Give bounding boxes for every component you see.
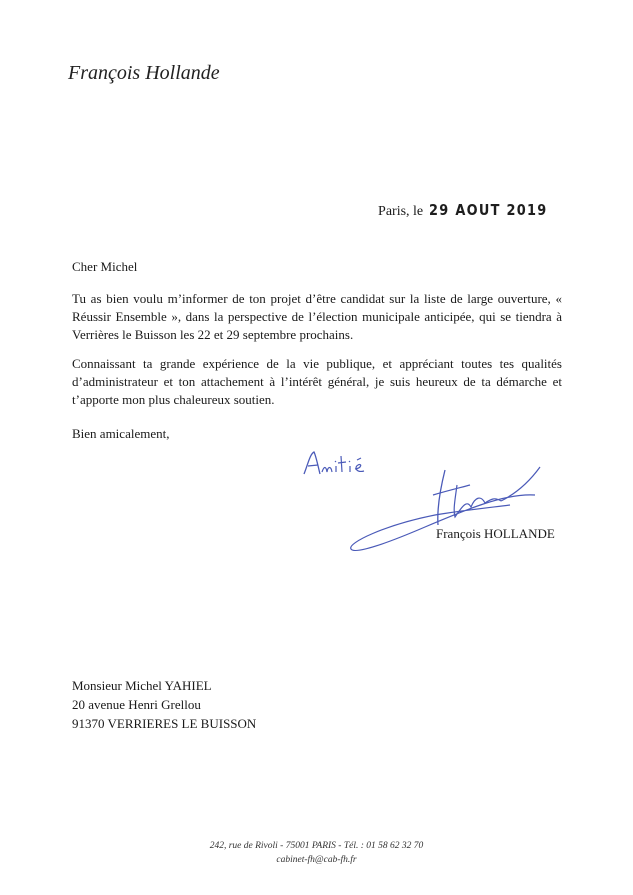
letterhead-name: François Hollande [68,62,220,84]
signatory-name: François HOLLANDE [436,526,555,541]
footer-address: 242, rue de Rivoli - 75001 PARIS - Tél. : 01 58 62 32 70 [209,841,424,851]
paragraph-2: Connaissant ta grande expérience de la vie publique, et appréciant toutes tes qualités d’administrateur et ton attachement à l’intérêt général, je suis heureux de ta démarche et t’apporte mon plus chaleureux soutien. [72,356,562,407]
date-line [378,201,567,220]
salutation: Cher Michel [72,259,138,274]
recipient-street: 20 avenue Henri Grellou [72,697,201,712]
recipient-city: 91370 VERRIERES LE BUISSON [72,716,257,731]
footer-email[interactable]: cabinet-fh@cab-fh.fr [276,855,357,866]
footer [0,839,633,868]
signature [345,455,555,565]
recipient-name: Monsieur Michel YAHIEL [72,678,212,693]
date-prefix: Paris, le [378,204,424,219]
closing: Bien amicalement, [72,426,170,441]
paragraph-1: Tu as bien voulu m’informer de ton projet d’être candidat sur la liste de large ouverture, « Réussir Ensemble », dans la perspective de l’élection municipale anticipée, qui se tiendra à Verrières le Buisson les 22 et 29 septembre prochains. [72,291,562,342]
date-stamp: 29 AOUT 2019 [429,201,548,219]
